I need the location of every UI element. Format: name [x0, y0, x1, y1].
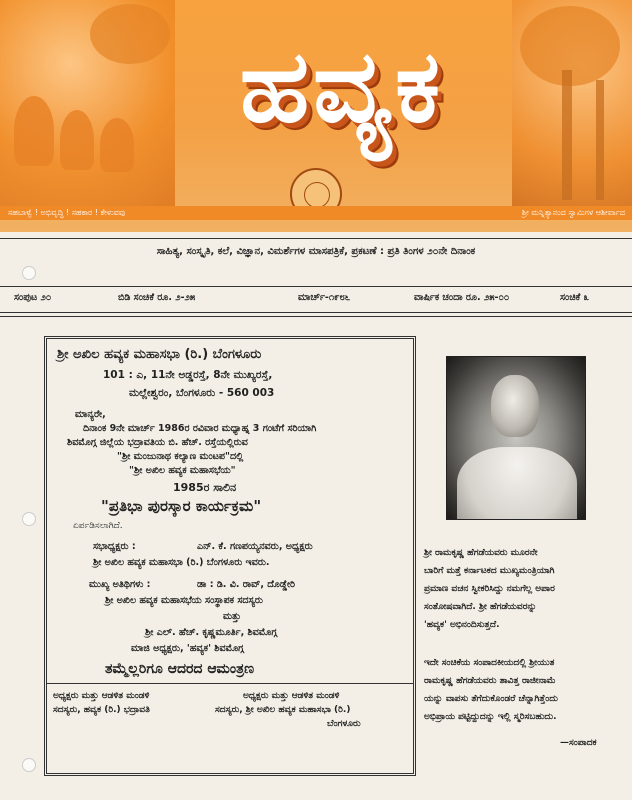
- president-label: ಸಭಾಧ್ಯಕ್ಷರು :: [93, 541, 136, 552]
- masthead-illustration-left: [0, 0, 175, 215]
- strip-text-right: ಶ್ರೀ ಮನ್ನಿತ್ಯಾನಂದ ಸ್ವಾಮಿಗಳ ಆಶೀರ್ವಾದ: [521, 208, 625, 217]
- annual-subscription: ವಾರ್ಷಿಕ ಚಂದಾ ರೂ. ೨೫-೦೦: [414, 292, 510, 303]
- single-issue-price: ಬಿಡಿ ಸಂಚಿಕೆ ರೂ. ೨-೨೫: [118, 292, 196, 303]
- year-label: 1985ರ ಸಾಲಿನ: [173, 481, 237, 494]
- caption-line: ರಾಮಕೃಷ್ಣ ಹೆಗಡೆಯವರು ತಾವಿತ್ತ ರಾಜೀನಾಮೆ: [424, 676, 556, 686]
- divider: [0, 286, 632, 287]
- tagline: ಸಾಹಿತ್ಯ, ಸಂಸ್ಕೃತಿ, ಕಲೆ, ವಿಜ್ಞಾನ, ವಿಮರ್ಶೆಗಳ ಮಾಸಪತ್ರಿಕೆ, ಪ್ರಕಟಣೆ : ಪ್ರತಿ ತಿಂಗಳ ೨೦ನೇ ದಿನಾಂಕ: [156, 246, 476, 257]
- arranged-note: ಏರ್ಪಡಿಸಲಾಗಿದೆ.: [73, 521, 123, 531]
- caption-line: ಪ್ರಮಾಣ ವಚನ ಸ್ವೀಕರಿಸಿದ್ದು ನಮಗೆಲ್ಲ ಅಪಾರ: [424, 584, 555, 594]
- divider: [0, 238, 632, 239]
- editor-signature: —ಸಂಪಾದಕ: [560, 738, 597, 748]
- caption-line: ಸಂತೋಷವಾಗಿದೆ. ಶ್ರೀ ಹೆಗಡೆಯವರನ್ನು: [424, 602, 537, 612]
- issue-info-row: [14, 292, 624, 308]
- invite-body-line-2: ಶಿವಮೊಗ್ಗ ಜಿಲ್ಲೆಯ ಭದ್ರಾವತಿಯ ಬಿ. ಹೆಚ್. ರಸ್ತೆಯಲ್ಲಿರುವ: [67, 437, 248, 448]
- host-society: "ಶ್ರೀ ಅಖಿಲ ಹವ್ಯಕ ಮಹಾಸಭೆಯ": [129, 465, 236, 476]
- masthead-illustration-right: [512, 0, 632, 215]
- address-line-2: ಮಲ್ಲೇಶ್ವರಂ, ಬೆಂಗಳೂರು - 560 003: [129, 387, 275, 399]
- guest1-line-1: ಡಾ : ಡಿ. ವಿ. ರಾವ್, ದೊಡ್ಡೇರಿ: [197, 579, 296, 590]
- caption-line: ಶ್ರೀ ರಾಮಕೃಷ್ಣ ಹೆಗಡೆಯವರು ಮೂರನೇ: [424, 548, 538, 558]
- caption-line: ಯನ್ನು ವಾಪಸು ತೆಗೆದುಕೊಂಡರೆ ಚೆನ್ನಾಗಿತ್ತೆಂದು: [424, 694, 558, 704]
- divider: [0, 312, 632, 313]
- tree-illustration: [90, 4, 170, 64]
- magazine-title: ಹವ್ಯಕ: [239, 27, 445, 145]
- binder-hole: [22, 512, 36, 526]
- issue-date: ಮಾರ್ಚ್-೧೯೮೬: [298, 292, 351, 303]
- president-line-2: ಶ್ರೀ ಅಖಿಲ ಹವ್ಯಕ ಮಹಾಸಭಾ (ರಿ.) ಬೆಂಗಳೂರು ಇವರು.: [93, 557, 270, 568]
- address-line-1: 101 : ಎ, 11ನೇ ಅಡ್ಡರಸ್ತೆ, 8ನೇ ಮುಖ್ಯರಸ್ತೆ,: [103, 369, 273, 381]
- palm-trunk-illustration: [562, 70, 572, 200]
- sign-right-line-2: ಸದಸ್ಯರು, ಶ್ರೀ ಅಖಿಲ ಹವ್ಯಕ ಮಹಾಸಭಾ (ರಿ.): [215, 705, 351, 715]
- salutation: ಮಾನ್ಯರೇ,: [75, 409, 106, 420]
- seated-figure-illustration: [14, 96, 54, 166]
- invite-body-line-1: ದಿನಾಂಕ 9ನೇ ಮಾರ್ಚ್ 1986ರ ರವಿವಾರ ಮಧ್ಯಾಹ್ನ 3 ಗಂಟೆಗೆ ಸರಿಯಾಗಿ: [83, 423, 317, 434]
- president-line-1: ಎನ್. ಕೆ. ಗಣಪಯ್ಯನವರು, ಅಧ್ಯಕ್ಷರು: [197, 541, 313, 552]
- portrait-photo: [446, 356, 586, 520]
- guest2-line-2: ಮಾಜಿ ಅಧ್ಯಕ್ಷರು, 'ಹವ್ಯಕ' ಶಿವಮೊಗ್ಗ: [131, 643, 244, 654]
- seated-figure-illustration: [60, 110, 94, 170]
- masthead: [0, 0, 632, 232]
- event-title: "ಪ್ರತಿಭಾ ಪುರಸ್ಕಾರ ಕಾರ್ಯಕ್ರಮ": [101, 497, 262, 515]
- strip-text-left: ಸಹಬಾಳ್ವೆ ! ಅಭಿವೃದ್ಧಿ ! ಸಹಕಾರ ! ಕೇಳುವವು: [8, 208, 126, 217]
- caption-line: ಇದೇ ಸಂಚಿಕೆಯ ಸಂಪಾದಕೀಯದಲ್ಲಿ ಶ್ರೀಯುತ: [424, 658, 555, 668]
- divider: [47, 683, 413, 684]
- and-label: ಮತ್ತು: [223, 611, 241, 622]
- guest2-line-1: ಶ್ರೀ ಎಲ್. ಹೆಚ್. ಕೃಷ್ಣಮೂರ್ತಿ, ಶಿವಮೊಗ್ಗ: [145, 627, 278, 638]
- divider: [0, 316, 632, 317]
- sign-right-line-3: ಬೆಂಗಳೂರು: [327, 719, 361, 729]
- photo-subject-head: [491, 375, 539, 437]
- binder-hole: [22, 266, 36, 280]
- issue-number: ಸಂಚಿಕೆ ೩: [560, 292, 589, 303]
- welcome-line: ತಮ್ಮೆಲ್ಲರಿಗೂ ಆದರದ ಆಮಂತ್ರಣ: [105, 661, 255, 677]
- org-name: ಶ್ರೀ ಅಖಿಲ ಹವ್ಯಕ ಮಹಾಸಭಾ (ರಿ.) ಬೆಂಗಳೂರು: [57, 347, 262, 362]
- sign-right-line-1: ಅಧ್ಯಕ್ಷರು ಮತ್ತು ಆಡಳಿತ ಮಂಡಳಿ: [243, 691, 340, 701]
- palm-trunk-illustration: [596, 80, 604, 200]
- caption-line: ಬಾರಿಗೆ ಮತ್ತೆ ಕರ್ನಾಟಕದ ಮುಖ್ಯಮಂತ್ರಿಯಾಗಿ: [424, 566, 555, 576]
- volume-label: ಸಂಪುಟ ೨೦: [14, 292, 52, 303]
- binder-hole: [22, 758, 36, 772]
- caption-line: 'ಹವ್ಯಕ' ಅಭಿನಂದಿಸುತ್ತದೆ.: [424, 620, 500, 630]
- sign-left-line-1: ಅಧ್ಯಕ್ಷರು ಮತ್ತು ಆಡಳಿತ ಮಂಡಳಿ: [53, 691, 150, 701]
- invitation-box: [44, 336, 416, 776]
- sign-left-line-2: ಸದಸ್ಯರು, ಹವ್ಯಕ (ರಿ.) ಭದ್ರಾವತಿ: [53, 705, 150, 715]
- guests-label: ಮುಖ್ಯ ಅತಿಥಿಗಳು :: [89, 579, 151, 590]
- caption-line: ಅಭಿಪ್ರಾಯ ಪಟ್ಟಿದ್ದುದನ್ನು ಇಲ್ಲಿ ಸ್ಮರಿಸಬಹುದು.: [424, 712, 557, 722]
- guest1-line-2: ಶ್ರೀ ಅಖಿಲ ಹವ್ಯಕ ಮಹಾಸಭೆಯ ಸಂಸ್ಥಾಪಕ ಸದಸ್ಯರು: [105, 595, 263, 606]
- venue: "ಶ್ರೀ ಮಂಜುನಾಥ ಕಲ್ಯಾಣ ಮಂಟಪ"ದಲ್ಲಿ: [117, 451, 244, 462]
- seated-figure-illustration: [100, 118, 134, 172]
- photo-subject-body: [457, 447, 577, 520]
